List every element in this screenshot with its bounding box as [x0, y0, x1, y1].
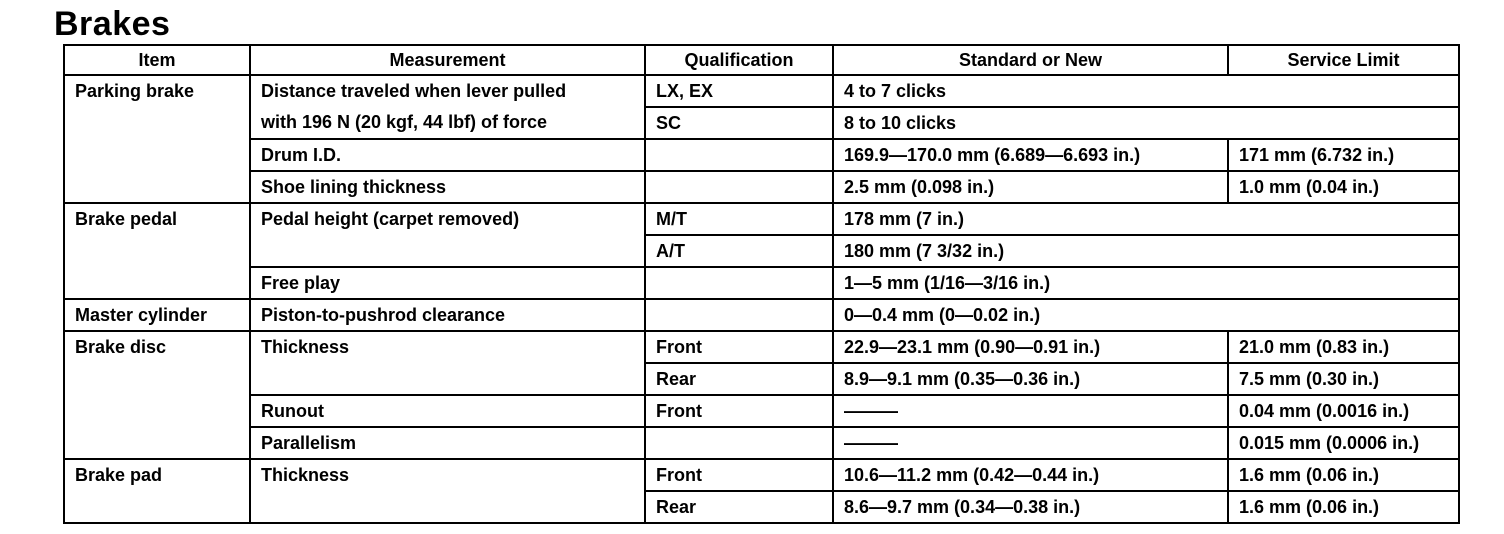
qualification-cell	[645, 171, 833, 203]
table-row	[64, 331, 1459, 363]
standard-cell: 4 to 7 clicks	[833, 75, 1459, 107]
table-row	[64, 267, 1459, 299]
qualification-cell: Front	[645, 395, 833, 427]
standard-cell: 180 mm (7 3/32 in.)	[833, 235, 1459, 267]
qualification-cell	[645, 427, 833, 459]
standard-cell: 22.9—23.1 mm (0.90—0.91 in.)	[833, 331, 1228, 363]
measurement-cell: Free play	[250, 267, 645, 299]
qualification-cell	[645, 139, 833, 171]
table-row	[64, 427, 1459, 459]
measurement-cell: Thickness	[250, 331, 645, 395]
measurement-cell: Distance traveled when lever pulled	[250, 75, 645, 107]
measurement-cell: with 196 N (20 kgf, 44 lbf) of force	[250, 107, 645, 139]
page-title: Brakes	[54, 5, 171, 43]
service-limit-cell: 0.04 mm (0.0016 in.)	[1228, 395, 1459, 427]
brakes-spec-table	[63, 44, 1460, 524]
service-limit-cell: 1.0 mm (0.04 in.)	[1228, 171, 1459, 203]
standard-cell: 178 mm (7 in.)	[833, 203, 1459, 235]
header-qualification: Qualification	[645, 45, 833, 75]
qualification-cell: SC	[645, 107, 833, 139]
standard-cell: 0—0.4 mm (0—0.02 in.)	[833, 299, 1459, 331]
standard-cell: ———	[833, 395, 1228, 427]
item-cell: Brake pedal	[64, 203, 250, 299]
standard-cell: 1—5 mm (1/16—3/16 in.)	[833, 267, 1459, 299]
service-limit-cell: 171 mm (6.732 in.)	[1228, 139, 1459, 171]
measurement-cell: Shoe lining thickness	[250, 171, 645, 203]
qualification-cell: LX, EX	[645, 75, 833, 107]
service-limit-cell: 0.015 mm (0.0006 in.)	[1228, 427, 1459, 459]
standard-cell: 8.9—9.1 mm (0.35—0.36 in.)	[833, 363, 1228, 395]
measurement-cell: Drum I.D.	[250, 139, 645, 171]
service-limit-cell: 1.6 mm (0.06 in.)	[1228, 459, 1459, 491]
qualification-cell	[645, 299, 833, 331]
table-row	[64, 139, 1459, 171]
qualification-cell: Rear	[645, 363, 833, 395]
service-limit-cell: 7.5 mm (0.30 in.)	[1228, 363, 1459, 395]
table-row	[64, 107, 1459, 139]
measurement-cell: Runout	[250, 395, 645, 427]
qualification-cell: Rear	[645, 491, 833, 523]
measurement-cell: Piston-to-pushrod clearance	[250, 299, 645, 331]
qualification-cell: Front	[645, 331, 833, 363]
standard-cell: ———	[833, 427, 1228, 459]
service-limit-cell: 21.0 mm (0.83 in.)	[1228, 331, 1459, 363]
header-measurement: Measurement	[250, 45, 645, 75]
standard-cell: 2.5 mm (0.098 in.)	[833, 171, 1228, 203]
standard-cell: 169.9—170.0 mm (6.689—6.693 in.)	[833, 139, 1228, 171]
item-cell: Parking brake	[64, 75, 250, 203]
qualification-cell: Front	[645, 459, 833, 491]
header-standard: Standard or New	[833, 45, 1228, 75]
table-row	[64, 395, 1459, 427]
item-cell: Brake pad	[64, 459, 250, 523]
qualification-cell: M/T	[645, 203, 833, 235]
header-service-limit: Service Limit	[1228, 45, 1459, 75]
table-row	[64, 171, 1459, 203]
table-row	[64, 299, 1459, 331]
header-item: Item	[64, 45, 250, 75]
qualification-cell: A/T	[645, 235, 833, 267]
standard-cell: 10.6—11.2 mm (0.42—0.44 in.)	[833, 459, 1228, 491]
table-row	[64, 203, 1459, 235]
standard-cell: 8.6—9.7 mm (0.34—0.38 in.)	[833, 491, 1228, 523]
measurement-cell: Parallelism	[250, 427, 645, 459]
standard-cell: 8 to 10 clicks	[833, 107, 1459, 139]
table-row	[64, 75, 1459, 107]
qualification-cell	[645, 267, 833, 299]
table-row	[64, 459, 1459, 491]
item-cell: Master cylinder	[64, 299, 250, 331]
measurement-cell: Thickness	[250, 459, 645, 523]
item-cell: Brake disc	[64, 331, 250, 459]
service-limit-cell: 1.6 mm (0.06 in.)	[1228, 491, 1459, 523]
measurement-cell: Pedal height (carpet removed)	[250, 203, 645, 267]
header-row	[64, 45, 1459, 75]
